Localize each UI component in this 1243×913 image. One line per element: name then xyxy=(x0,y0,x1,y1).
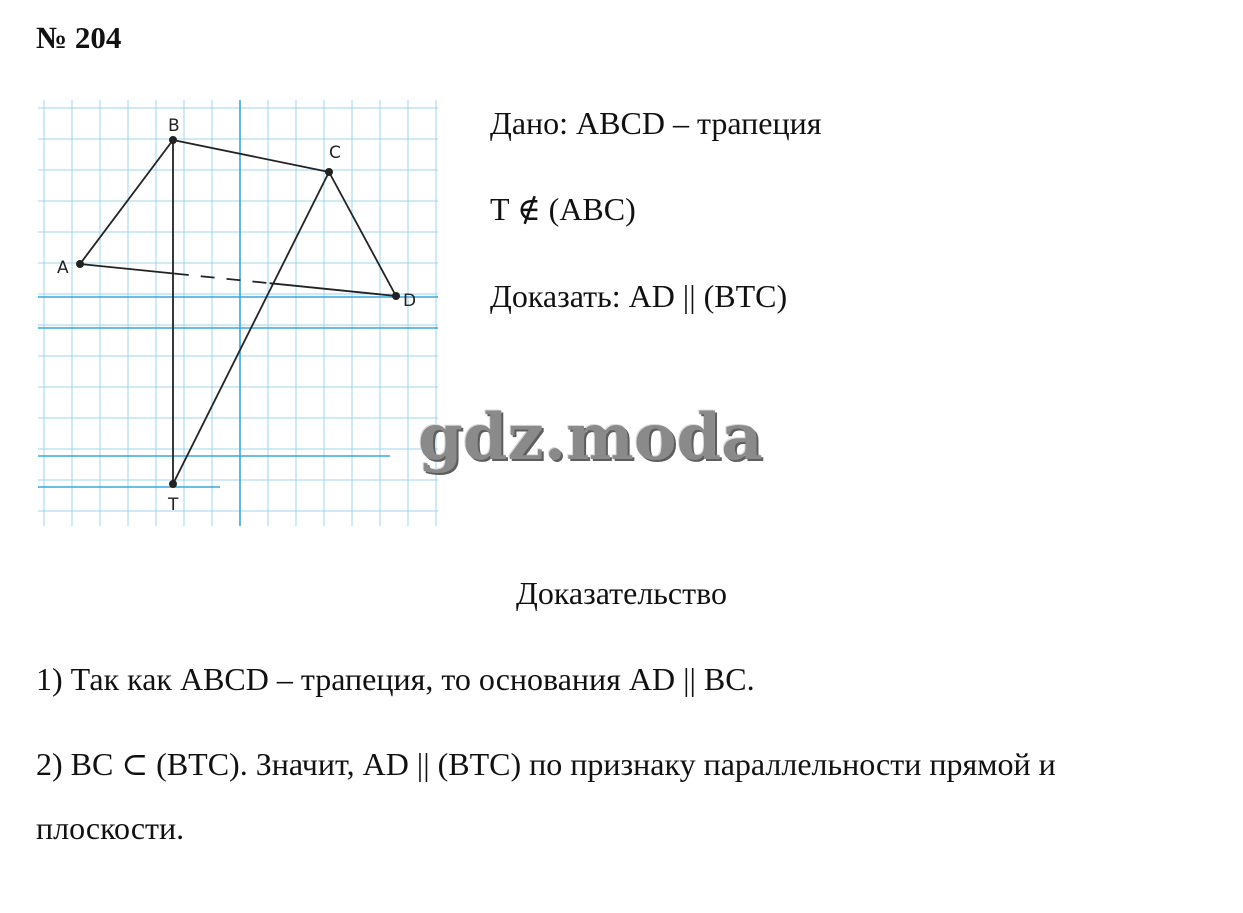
vertex-points xyxy=(76,136,400,488)
prove-statement: Доказать: AD || (BTC) xyxy=(490,278,788,314)
edge-cd xyxy=(329,172,396,296)
proof-step-1: 1) Так как ABCD – трапеция, то основания AD || BC. xyxy=(36,661,755,697)
given-statement: Дано: ABCD – трапеция xyxy=(490,105,822,141)
vertex-point xyxy=(392,292,400,300)
vertex-label-c: C xyxy=(329,143,341,163)
edge-ad xyxy=(80,264,175,274)
proof-step-2: 2) BC ⊂ (BTC). Значит, AD || (BTC) по признаку параллельности прямой и xyxy=(36,746,1056,782)
edge-ab xyxy=(80,140,173,264)
vertex-label-t: T xyxy=(168,495,179,515)
edge-ad-hidden xyxy=(175,274,270,284)
trapezoid-figure xyxy=(30,94,450,534)
vertex-point xyxy=(169,136,177,144)
vertex-point xyxy=(325,168,333,176)
proof-step-2-continued: плоскости. xyxy=(36,810,185,846)
edge-bc xyxy=(173,140,329,172)
given-condition: T ∉ (ABC) xyxy=(490,191,636,227)
watermark: gdz.moda xyxy=(418,400,763,475)
problem-number: № 204 xyxy=(36,20,122,55)
vertex-point xyxy=(169,480,177,488)
vertex-label-d: D xyxy=(403,291,417,311)
vertex-label-a: A xyxy=(57,258,69,278)
proof-heading: Доказательство xyxy=(516,575,727,611)
vertex-label-b: B xyxy=(168,116,180,136)
vertex-point xyxy=(76,260,84,268)
trapezoid-edges xyxy=(80,140,396,484)
grid-paper xyxy=(38,100,438,526)
